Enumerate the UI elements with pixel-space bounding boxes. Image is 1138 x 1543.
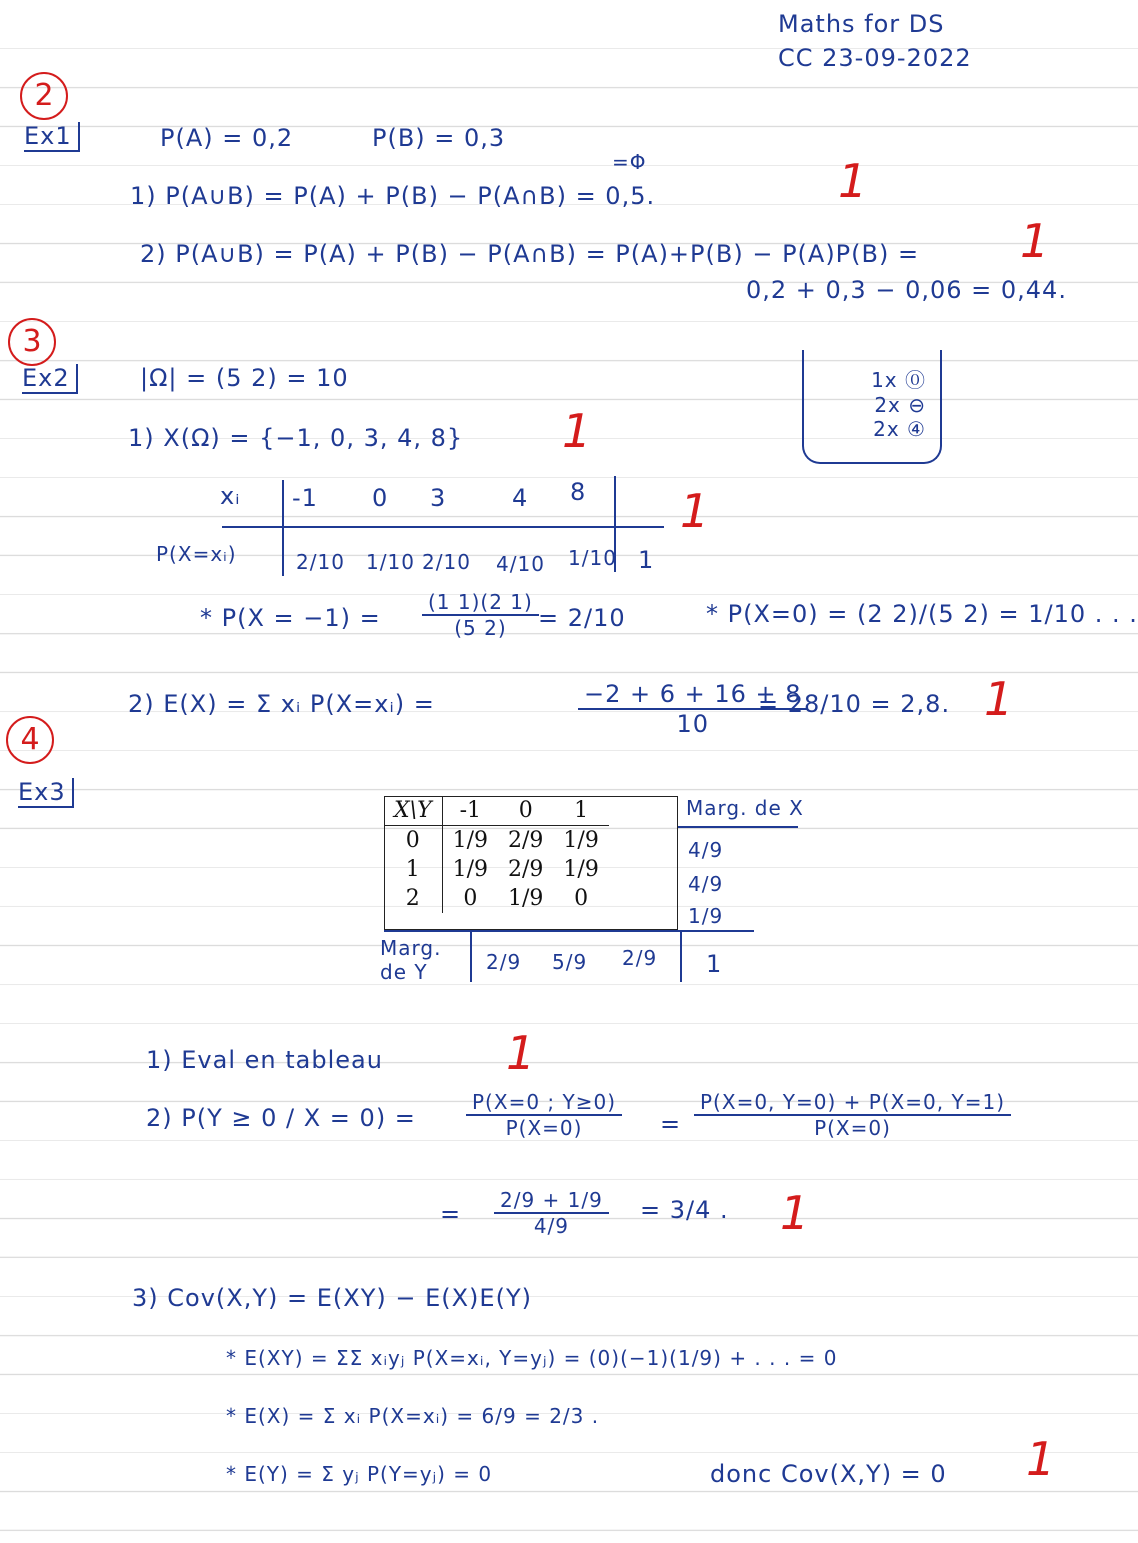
ex3-q3-ex: * E(X) = Σ xᵢ P(X=xᵢ) = 6/9 = 2/3 . bbox=[226, 1404, 600, 1428]
ex3-q3-ey: * E(Y) = Σ yⱼ P(Y=yⱼ) = 0 bbox=[226, 1462, 493, 1486]
ex2-calc1-den: (5 2) bbox=[454, 616, 507, 640]
ex2-omega: |Ω| = (5 2) = 10 bbox=[140, 364, 349, 392]
ex3-q2-fraction-3 bbox=[494, 1188, 609, 1238]
ex3-cell: 1/9 bbox=[563, 828, 599, 853]
ex2-box-line-2: 2x ⊖ bbox=[874, 393, 926, 417]
ex2-q2-mark: 1 bbox=[984, 672, 1014, 726]
ex2-calc1-right: = 2/10 bbox=[538, 604, 626, 632]
ex3-q3-mark: 1 bbox=[1026, 1432, 1056, 1486]
ex3-marg-x-3: 1/9 bbox=[688, 904, 724, 928]
ex3-table-frame bbox=[384, 796, 678, 930]
ex3-q2-fraction-1 bbox=[466, 1090, 622, 1140]
ex3-table-col-1: -1 bbox=[459, 798, 482, 823]
ex2-table-xi-2: 0 bbox=[372, 484, 389, 512]
ex2-q1: 1) X(Ω) = {−1, 0, 3, 4, 8} bbox=[128, 424, 464, 452]
ex1-q1: 1) P(A∪B) = P(A) + P(B) − P(A∩B) = 0,5. bbox=[130, 182, 656, 210]
ex3-row-label-0: 0 bbox=[384, 826, 442, 856]
ex3-marg-y-1: 2/9 bbox=[486, 950, 522, 974]
ex3-q3-exy: * E(XY) = ΣΣ xᵢyⱼ P(X=xᵢ, Y=yⱼ) = (0)(−1)(1/9) + . . . = 0 bbox=[226, 1346, 838, 1370]
ex3-row-label-2: 2 bbox=[384, 884, 442, 913]
ex3-marg-y-vline-right bbox=[680, 930, 682, 982]
ex3-cell: 2/9 bbox=[508, 857, 544, 882]
ex3-marg-y-label: Marg. de Y bbox=[380, 936, 442, 984]
ex3-q3-conclusion: donc Cov(X,Y) = 0 bbox=[710, 1460, 947, 1488]
ex2-box-line-1: 1x ⓪ bbox=[871, 368, 926, 392]
ex3-marg-x-underline bbox=[678, 826, 798, 828]
ex2-label: Ex2 bbox=[22, 364, 78, 394]
ex2-table-xi-3: 3 bbox=[430, 484, 447, 512]
ex3-q1: 1) Eval en tableau bbox=[146, 1046, 383, 1074]
ex2-q2-right: = 28/10 = 2,8. bbox=[758, 690, 951, 718]
ex3-cell: 0 bbox=[463, 886, 478, 911]
ex3-marg-y-hline bbox=[384, 930, 754, 932]
ex3-q2-den3: 4/9 bbox=[533, 1214, 570, 1238]
document-title: Maths for DS bbox=[778, 10, 945, 38]
ex3-table-corner: X\Y bbox=[384, 796, 442, 826]
ex3-q2-num3: 2/9 + 1/9 bbox=[494, 1188, 609, 1214]
ex2-table-p-5: 1/10 bbox=[568, 546, 617, 570]
ex3-cell: 1/9 bbox=[563, 857, 599, 882]
ex2-table-p-label: P(X=xᵢ) bbox=[156, 542, 237, 566]
ex3-q2-num1: P(X=0 ; Y≥0) bbox=[466, 1090, 622, 1116]
ex2-table-p-4: 4/10 bbox=[496, 552, 545, 576]
ex1-score-circle: 2 bbox=[20, 72, 68, 120]
ex3-marg-x-label: Marg. de X bbox=[686, 796, 804, 820]
ex2-table-xi-label: xᵢ bbox=[220, 482, 241, 510]
ex2-table-p-2: 1/10 bbox=[366, 550, 415, 574]
ex3-q2-den1: P(X=0) bbox=[505, 1116, 583, 1140]
ex3-table-col-2: 0 bbox=[518, 798, 533, 823]
ex2-table-mark: 1 bbox=[680, 484, 710, 538]
ex2-table-p-3: 2/10 bbox=[422, 550, 471, 574]
document-date: CC 23-09-2022 bbox=[778, 44, 972, 72]
ex3-score-circle: 4 bbox=[6, 716, 54, 764]
ex1-q2: 2) P(A∪B) = P(A) + P(B) − P(A∩B) = P(A)+P(B) − P(A)P(B) = bbox=[140, 240, 920, 268]
ex2-q2-den: 10 bbox=[676, 710, 710, 738]
ex3-q2-num2: P(X=0, Y=0) + P(X=0, Y=1) bbox=[694, 1090, 1011, 1116]
ex3-q2-den2: P(X=0) bbox=[814, 1116, 891, 1140]
ex3-row-label-1: 1 bbox=[384, 855, 442, 884]
ex1-q2-mark: 1 bbox=[1020, 214, 1050, 268]
ex3-marg-y-3: 2/9 bbox=[622, 946, 658, 970]
ex3-marg-y-2: 5/9 bbox=[552, 950, 588, 974]
ex3-marg-total: 1 bbox=[706, 950, 723, 978]
ex2-table-xi-4: 4 bbox=[512, 484, 529, 512]
ex3-q3: 3) Cov(X,Y) = E(XY) − E(X)E(Y) bbox=[132, 1284, 532, 1312]
ex2-q2-left: 2) E(X) = Σ xᵢ P(X=xᵢ) = bbox=[128, 690, 435, 718]
ex3-table-col-3: 1 bbox=[574, 798, 589, 823]
ex3-marg-x-2: 4/9 bbox=[688, 872, 724, 896]
ex3-marg-y-vline-left bbox=[470, 930, 472, 982]
ex3-q2-result: = 3/4 . bbox=[640, 1196, 729, 1224]
ex2-calc2: * P(X=0) = (2 2)/(5 2) = 1/10 . . . bbox=[706, 600, 1138, 628]
ex2-table-vline-left bbox=[282, 480, 284, 576]
ex2-q1-mark: 1 bbox=[562, 404, 592, 458]
ex3-cell: 1/9 bbox=[508, 886, 544, 911]
ex2-calc1-left: * P(X = −1) = bbox=[200, 604, 381, 632]
ex2-urn-box bbox=[802, 350, 942, 464]
ex3-marg-x-1: 4/9 bbox=[688, 838, 724, 862]
ex2-table-total: 1 bbox=[638, 546, 655, 574]
ex3-q2-eq-2: = bbox=[440, 1200, 462, 1228]
ex2-table-xi-1: -1 bbox=[292, 484, 318, 512]
ex2-box-line-3: 2x ④ bbox=[873, 417, 926, 441]
ex2-calc1-num: (1 1)(2 1) bbox=[422, 590, 539, 616]
ex3-q2-eq-1: = bbox=[660, 1110, 682, 1138]
ex1-given-pa: P(A) = 0,2 bbox=[160, 124, 294, 152]
ex1-label: Ex1 bbox=[24, 122, 80, 152]
ex3-q1-mark: 1 bbox=[506, 1026, 536, 1080]
ex3-label: Ex3 bbox=[18, 778, 74, 808]
ex1-q2-result: 0,2 + 0,3 − 0,06 = 0,44. bbox=[746, 276, 1067, 304]
ex2-q2-num: −2 + 6 + 16 + 8 bbox=[578, 680, 808, 710]
ex2-table-hline bbox=[222, 526, 664, 528]
ex2-table-p-1: 2/10 bbox=[296, 550, 345, 574]
ex1-given-pb: P(B) = 0,3 bbox=[372, 124, 506, 152]
ex3-cell: 2/9 bbox=[508, 828, 544, 853]
ex2-table-xi-5: 8 bbox=[570, 478, 587, 506]
ex2-calc1-fraction bbox=[422, 590, 539, 640]
ex3-cell: 1/9 bbox=[452, 828, 489, 853]
ex1-empty-set-note: =Φ bbox=[612, 150, 647, 174]
ex3-cell: 1/9 bbox=[452, 857, 489, 882]
ex3-q2-mark: 1 bbox=[780, 1186, 810, 1240]
ex3-q2-fraction-2 bbox=[694, 1090, 1011, 1140]
ex1-q1-mark: 1 bbox=[838, 154, 868, 208]
ex3-cell: 0 bbox=[574, 886, 589, 911]
ex3-q2-left: 2) P(Y ≥ 0 / X = 0) = bbox=[146, 1104, 416, 1132]
ex2-score-circle: 3 bbox=[8, 318, 56, 366]
